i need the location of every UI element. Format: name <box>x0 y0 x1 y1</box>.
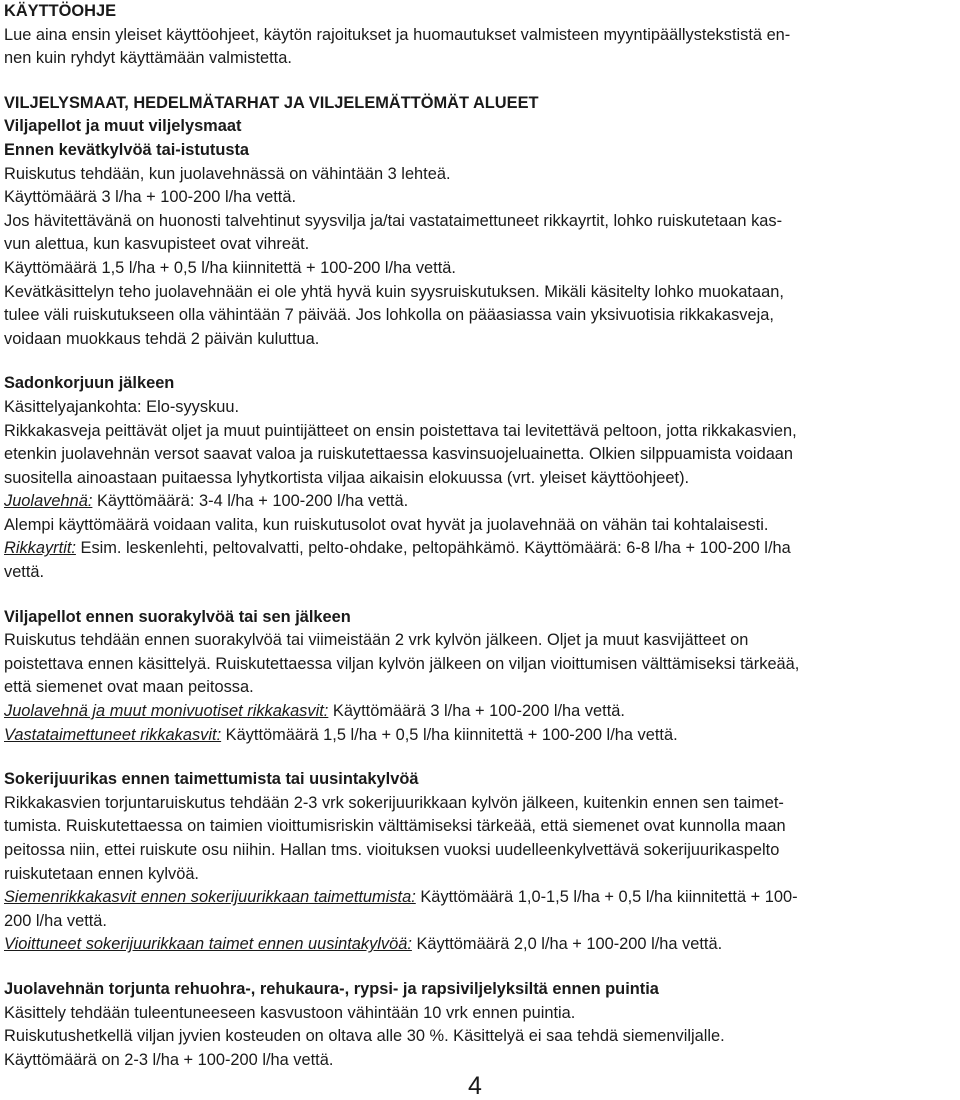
perennial-dose: Käyttömäärä 3 l/ha + 100-200 l/ha vettä. <box>328 702 625 721</box>
prethreshing-line: Ruiskutushetkellä viljan jyvien kosteuden on oltava alle 30 %. Käsittelyä ei saa tehdä siemenviljalle. <box>4 1027 725 1046</box>
harvest-quackgrass-line <box>4 490 956 514</box>
areas-line: Käyttömäärä 1,5 l/ha + 0,5 l/ha kiinnitettä + 100-200 l/ha vettä. <box>4 258 456 277</box>
sugarbeet-line: Rikkakasvien torjuntaruiskutus tehdään 2-3 vrk sokerijuurikkaan kylvön jälkeen, kuitenkin ennen sen taimet- <box>4 793 784 812</box>
direct-perennial-line <box>4 700 956 724</box>
sugarbeet-line: peitossa niin, ettei ruiskute osu niihin. Hallan tms. vioituksen vuoksi uudelleenkylvettävä sokerijuurikaspelto <box>4 841 780 859</box>
areas-line: Jos hävitettävänä on huonosti talvehtinut syysvilja ja/tai vastataimettuneet rikkayrtit, lohko ruiskutetaan kas- <box>4 211 783 230</box>
seed-weeds-label: Siemenrikkakasvit ennen sokerijuurikkaan taimettumista: <box>4 888 416 907</box>
weeds-label: Rikkayrtit: <box>4 539 76 558</box>
damaged-seedlings-dose: Käyttömäärä 2,0 l/ha + 100-200 l/ha vettä. <box>411 935 723 954</box>
areas-subheading-2: Ennen kevätkylvöä tai-istutusta <box>4 140 250 159</box>
harvest-line: suositella ainoastaan puitaessa lyhytkortista viljaa aikaisin elokuussa (vrt. yleiset käyttöohjeet). <box>4 468 690 487</box>
areas-line: vun alettua, kun kasvupisteet ovat vihreät. <box>4 235 310 254</box>
sugarbeet-seed-cont: 200 l/ha vettä. <box>4 911 107 930</box>
harvest-lower-dose: Alempi käyttömäärä voidaan valita, kun ruiskutusolot ovat hyvät ja juolavehnää on vähän tai kohtalaisesti. <box>4 515 769 534</box>
areas-line: Kevätkäsittelyn teho juolavehnään ei ole yhtä hyvä kuin syysruiskutuksen. Mikäli käsitelty lohko muokataan, <box>4 282 784 301</box>
direct-line: Ruiskutus tehdään ennen suorakylvöä tai viimeistään 2 vrk kylvön jälkeen. Oljet ja muut kasvijätteet on <box>4 631 749 650</box>
areas-line: Ruiskutus tehdään, kun juolavehnässä on vähintään 3 lehteä. <box>4 164 451 183</box>
harvest-line: Rikkakasveja peittävät oljet ja muut puintijätteet on ensin poistettava tai levitettävä peltoon, jotta rikkakasvien, <box>4 421 797 440</box>
direct-line: poistettava ennen käsittelyä. Ruiskutettaessa viljan kylvön jälkeen on viljan vioittumisen välttämiseksi tärkeää, <box>4 654 800 673</box>
quackgrass-label: Juolavehnä: <box>4 492 93 511</box>
direct-fresh-line <box>4 724 956 748</box>
seed-weeds-dose: Käyttömäärä 1,0-1,5 l/ha + 0,5 l/ha kiinnitettä + 100- <box>415 888 798 907</box>
direct-line: että siemenet ovat maan peitossa. <box>4 678 254 697</box>
sugarbeet-line: tumista. Ruiskutettaessa on taimien vioittumisriskin välttämiseksi tärkeää, että siemenet ovat kunnolla maan <box>4 817 786 836</box>
sugarbeet-heading: Sokerijuurikas ennen taimettumista tai uusintakylvöä <box>4 770 419 789</box>
page-number: 4 <box>468 1072 482 1100</box>
harvest-line: etenkin juolavehnän versot saavat valoa ja ruiskutettaessa kasvinsuojeluainetta. Olkien silppuamista voidaan <box>4 445 794 464</box>
areas-line: tulee väli ruiskutukseen olla vähintään 7 päivää. Jos lohkolla on pääasiassa vain yksivuotisia rikkakasveja, <box>4 306 774 325</box>
areas-line: voidaan muokkaus tehdä 2 päivän kuluttua. <box>4 329 320 348</box>
quackgrass-dose: Käyttömäärä: 3-4 l/ha + 100-200 l/ha vettä. <box>92 492 409 511</box>
harvest-weeds-cont: vettä. <box>4 563 45 582</box>
harvest-line: Käsittelyajankohta: Elo-syyskuu. <box>4 397 240 416</box>
prethreshing-heading: Juolavehnän torjunta rehuohra-, rehukaura-, rypsi- ja rapsiviljelyksiltä ennen puintia <box>4 979 659 998</box>
damaged-seedlings-label: Vioittuneet sokerijuurikkaan taimet ennen uusintakylvöä: <box>4 935 412 954</box>
harvest-weeds-line <box>4 537 956 561</box>
document-page <box>4 0 956 1072</box>
areas-line: Käyttömäärä 3 l/ha + 100-200 l/ha vettä. <box>4 188 297 207</box>
areas-subheading: Viljapellot ja muut viljelysmaat <box>4 117 242 136</box>
perennial-label: Juolavehnä ja muut monivuotiset rikkakasvit: <box>4 702 329 721</box>
harvest-heading: Sadonkorjuun jälkeen <box>4 374 175 393</box>
usage-line: Lue aina ensin yleiset käyttöohjeet, käytön rajoitukset ja huomautukset valmisteen myyntipäällystekstistä en- <box>4 25 791 44</box>
usage-heading: KÄYTTÖOHJE <box>4 2 117 20</box>
weeds-dose: Esim. leskenlehti, peltovalvatti, pelto-ohdake, peltopähkämö. Käyttömäärä: 6-8 l/ha + 100-200 l/ha <box>75 539 791 558</box>
sugarbeet-seed-line <box>4 886 956 910</box>
sugarbeet-damaged-line <box>4 933 956 957</box>
prethreshing-line: Käyttömäärä on 2-3 l/ha + 100-200 l/ha vettä. <box>4 1050 334 1069</box>
usage-line: nen kuin ryhdyt käyttämään valmistetta. <box>4 49 292 68</box>
direct-heading: Viljapellot ennen suorakylvöä tai sen jälkeen <box>4 607 351 626</box>
areas-heading: VILJELYSMAAT, HEDELMÄTARHAT JA VILJELEMÄTTÖMÄT ALUEET <box>4 93 539 112</box>
sugarbeet-line: ruiskutetaan ennen kylvöä. <box>4 864 199 883</box>
fresh-weeds-label: Vastataimettuneet rikkakasvit: <box>4 725 222 744</box>
fresh-weeds-dose: Käyttömäärä 1,5 l/ha + 0,5 l/ha kiinnitettä + 100-200 l/ha vettä. <box>221 725 678 744</box>
prethreshing-line: Käsittely tehdään tuleentuneeseen kasvustoon vähintään 10 vrk ennen puintia. <box>4 1003 576 1022</box>
